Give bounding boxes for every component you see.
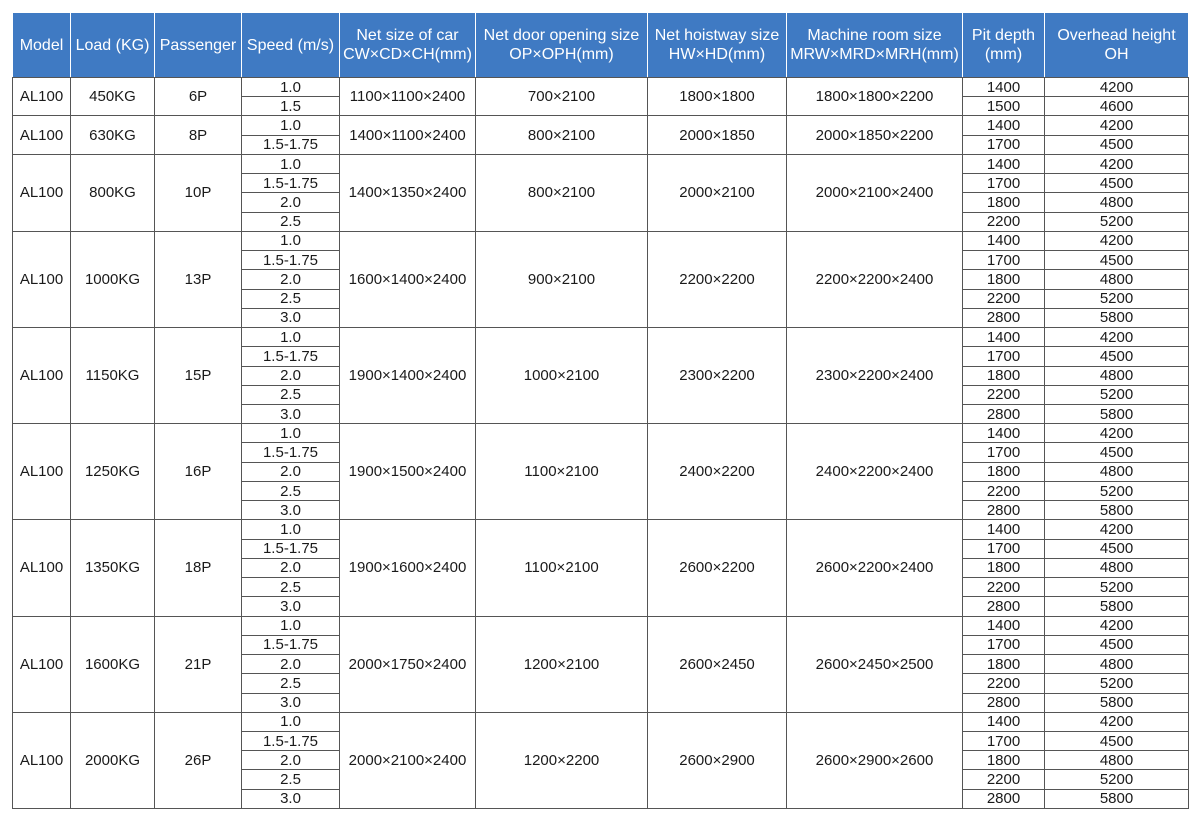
pit-depth-cell: 1800 — [963, 751, 1045, 770]
speed-cell: 1.5-1.75 — [242, 539, 340, 558]
overhead-height-cell: 4500 — [1045, 174, 1189, 193]
overhead-height-cell: 4200 — [1045, 424, 1189, 443]
speed-cell: 1.5-1.75 — [242, 251, 340, 270]
model-cell: AL100 — [13, 154, 71, 231]
header-overhead-height: Overhead height OH — [1045, 13, 1189, 78]
speed-cell: 2.0 — [242, 655, 340, 674]
passenger-cell: 13P — [155, 231, 242, 327]
load-cell: 630KG — [71, 116, 155, 154]
speed-cell: 1.5-1.75 — [242, 135, 340, 154]
pit-depth-cell: 1700 — [963, 443, 1045, 462]
model-cell: AL100 — [13, 616, 71, 712]
pit-depth-cell: 1400 — [963, 154, 1045, 173]
pit-depth-cell: 1400 — [963, 328, 1045, 347]
header-model: Model — [13, 13, 71, 78]
overhead-height-cell: 4500 — [1045, 251, 1189, 270]
hoistway-size-cell: 2000×1850 — [648, 116, 787, 154]
speed-cell: 2.5 — [242, 481, 340, 500]
passenger-cell: 26P — [155, 712, 242, 808]
table-body — [13, 78, 1189, 809]
overhead-height-cell: 4500 — [1045, 347, 1189, 366]
table-row — [13, 424, 1189, 443]
car-size-cell: 1900×1600×2400 — [340, 520, 476, 616]
pit-depth-cell: 1700 — [963, 539, 1045, 558]
hoistway-size-cell: 2200×2200 — [648, 231, 787, 327]
hoistway-size-cell: 2400×2200 — [648, 424, 787, 520]
speed-cell: 1.0 — [242, 231, 340, 250]
overhead-height-cell: 5200 — [1045, 212, 1189, 231]
elevator-spec-table — [12, 12, 1189, 809]
hoistway-size-cell: 2600×2200 — [648, 520, 787, 616]
speed-cell: 2.0 — [242, 462, 340, 481]
header-car-size: Net size of car CW×CD×CH(mm) — [340, 13, 476, 78]
pit-depth-cell: 2200 — [963, 289, 1045, 308]
load-cell: 1600KG — [71, 616, 155, 712]
overhead-height-cell: 4800 — [1045, 751, 1189, 770]
overhead-height-cell: 4200 — [1045, 154, 1189, 173]
machine-room-size-cell: 2400×2200×2400 — [787, 424, 963, 520]
table-row — [13, 116, 1189, 135]
overhead-height-cell: 4800 — [1045, 655, 1189, 674]
speed-cell: 1.0 — [242, 116, 340, 135]
speed-cell: 3.0 — [242, 404, 340, 423]
table-row — [13, 78, 1189, 97]
overhead-height-cell: 4200 — [1045, 78, 1189, 97]
table-row — [13, 154, 1189, 173]
model-cell: AL100 — [13, 424, 71, 520]
speed-cell: 1.5-1.75 — [242, 347, 340, 366]
overhead-height-cell: 4800 — [1045, 270, 1189, 289]
hoistway-size-cell: 2000×2100 — [648, 154, 787, 231]
pit-depth-cell: 1800 — [963, 462, 1045, 481]
model-cell: AL100 — [13, 520, 71, 616]
machine-room-size-cell: 2000×2100×2400 — [787, 154, 963, 231]
car-size-cell: 1400×1100×2400 — [340, 116, 476, 154]
overhead-height-cell: 4500 — [1045, 635, 1189, 654]
overhead-height-cell: 4200 — [1045, 231, 1189, 250]
speed-cell: 1.5-1.75 — [242, 174, 340, 193]
hoistway-size-cell: 1800×1800 — [648, 78, 787, 116]
passenger-cell: 8P — [155, 116, 242, 154]
machine-room-size-cell: 2600×2900×2600 — [787, 712, 963, 808]
overhead-height-cell: 4200 — [1045, 616, 1189, 635]
car-size-cell: 1600×1400×2400 — [340, 231, 476, 327]
door-size-cell: 1100×2100 — [476, 424, 648, 520]
speed-cell: 1.0 — [242, 712, 340, 731]
overhead-height-cell: 4800 — [1045, 193, 1189, 212]
load-cell: 1350KG — [71, 520, 155, 616]
pit-depth-cell: 2800 — [963, 789, 1045, 808]
speed-cell: 2.5 — [242, 289, 340, 308]
speed-cell: 3.0 — [242, 501, 340, 520]
speed-cell: 2.0 — [242, 270, 340, 289]
door-size-cell: 1100×2100 — [476, 520, 648, 616]
machine-room-size-cell: 2600×2200×2400 — [787, 520, 963, 616]
pit-depth-cell: 2800 — [963, 308, 1045, 327]
speed-cell: 3.0 — [242, 693, 340, 712]
door-size-cell: 1200×2100 — [476, 616, 648, 712]
speed-cell: 1.5 — [242, 97, 340, 116]
header-machine-room-size: Machine room size MRW×MRD×MRH(mm) — [787, 13, 963, 78]
overhead-height-cell: 5200 — [1045, 289, 1189, 308]
load-cell: 1150KG — [71, 328, 155, 424]
load-cell: 800KG — [71, 154, 155, 231]
pit-depth-cell: 1400 — [963, 616, 1045, 635]
pit-depth-cell: 1700 — [963, 731, 1045, 750]
pit-depth-cell: 1400 — [963, 712, 1045, 731]
door-size-cell: 700×2100 — [476, 78, 648, 116]
table-row — [13, 712, 1189, 731]
overhead-height-cell: 5800 — [1045, 404, 1189, 423]
machine-room-size-cell: 1800×1800×2200 — [787, 78, 963, 116]
car-size-cell: 2000×1750×2400 — [340, 616, 476, 712]
pit-depth-cell: 2200 — [963, 481, 1045, 500]
pit-depth-cell: 1700 — [963, 135, 1045, 154]
overhead-height-cell: 4500 — [1045, 731, 1189, 750]
table-row — [13, 328, 1189, 347]
speed-cell: 2.5 — [242, 212, 340, 231]
header-hoistway-size: Net hoistway size HW×HD(mm) — [648, 13, 787, 78]
door-size-cell: 800×2100 — [476, 116, 648, 154]
passenger-cell: 16P — [155, 424, 242, 520]
machine-room-size-cell: 2200×2200×2400 — [787, 231, 963, 327]
passenger-cell: 21P — [155, 616, 242, 712]
speed-cell: 1.0 — [242, 78, 340, 97]
overhead-height-cell: 5800 — [1045, 308, 1189, 327]
speed-cell: 1.5-1.75 — [242, 443, 340, 462]
overhead-height-cell: 5800 — [1045, 789, 1189, 808]
model-cell: AL100 — [13, 712, 71, 808]
speed-cell: 3.0 — [242, 789, 340, 808]
pit-depth-cell: 1400 — [963, 424, 1045, 443]
pit-depth-cell: 1400 — [963, 520, 1045, 539]
speed-cell: 2.5 — [242, 674, 340, 693]
header-door-size: Net door opening size OP×OPH(mm) — [476, 13, 648, 78]
passenger-cell: 18P — [155, 520, 242, 616]
overhead-height-cell: 4600 — [1045, 97, 1189, 116]
pit-depth-cell: 1400 — [963, 78, 1045, 97]
overhead-height-cell: 5200 — [1045, 770, 1189, 789]
machine-room-size-cell: 2600×2450×2500 — [787, 616, 963, 712]
pit-depth-cell: 1800 — [963, 655, 1045, 674]
passenger-cell: 10P — [155, 154, 242, 231]
car-size-cell: 1100×1100×2400 — [340, 78, 476, 116]
pit-depth-cell: 1700 — [963, 251, 1045, 270]
door-size-cell: 1200×2200 — [476, 712, 648, 808]
overhead-height-cell: 4800 — [1045, 558, 1189, 577]
load-cell: 450KG — [71, 78, 155, 116]
overhead-height-cell: 4200 — [1045, 116, 1189, 135]
door-size-cell: 800×2100 — [476, 154, 648, 231]
overhead-height-cell: 5200 — [1045, 385, 1189, 404]
pit-depth-cell: 1800 — [963, 270, 1045, 289]
overhead-height-cell: 5800 — [1045, 597, 1189, 616]
model-cell: AL100 — [13, 116, 71, 154]
pit-depth-cell: 2200 — [963, 212, 1045, 231]
speed-cell: 2.5 — [242, 770, 340, 789]
speed-cell: 2.5 — [242, 578, 340, 597]
hoistway-size-cell: 2600×2450 — [648, 616, 787, 712]
speed-cell: 2.0 — [242, 366, 340, 385]
speed-cell: 2.0 — [242, 193, 340, 212]
pit-depth-cell: 1700 — [963, 347, 1045, 366]
load-cell: 1250KG — [71, 424, 155, 520]
machine-room-size-cell: 2000×1850×2200 — [787, 116, 963, 154]
speed-cell: 1.0 — [242, 328, 340, 347]
overhead-height-cell: 4200 — [1045, 328, 1189, 347]
speed-cell: 1.0 — [242, 616, 340, 635]
speed-cell: 1.0 — [242, 154, 340, 173]
header-passenger: Passenger — [155, 13, 242, 78]
overhead-height-cell: 5200 — [1045, 674, 1189, 693]
pit-depth-cell: 2800 — [963, 693, 1045, 712]
door-size-cell: 1000×2100 — [476, 328, 648, 424]
load-cell: 2000KG — [71, 712, 155, 808]
speed-cell: 2.0 — [242, 751, 340, 770]
pit-depth-cell: 2200 — [963, 770, 1045, 789]
overhead-height-cell: 4500 — [1045, 135, 1189, 154]
overhead-height-cell: 4500 — [1045, 539, 1189, 558]
car-size-cell: 2000×2100×2400 — [340, 712, 476, 808]
table-row — [13, 520, 1189, 539]
pit-depth-cell: 1500 — [963, 97, 1045, 116]
pit-depth-cell: 1800 — [963, 193, 1045, 212]
header-pit-depth: Pit depth (mm) — [963, 13, 1045, 78]
hoistway-size-cell: 2300×2200 — [648, 328, 787, 424]
speed-cell: 3.0 — [242, 308, 340, 327]
model-cell: AL100 — [13, 328, 71, 424]
speed-cell: 1.5-1.75 — [242, 635, 340, 654]
overhead-height-cell: 4200 — [1045, 712, 1189, 731]
speed-cell: 3.0 — [242, 597, 340, 616]
overhead-height-cell: 5800 — [1045, 693, 1189, 712]
speed-cell: 2.5 — [242, 385, 340, 404]
model-cell: AL100 — [13, 231, 71, 327]
overhead-height-cell: 4200 — [1045, 520, 1189, 539]
pit-depth-cell: 2200 — [963, 674, 1045, 693]
load-cell: 1000KG — [71, 231, 155, 327]
overhead-height-cell: 5800 — [1045, 501, 1189, 520]
car-size-cell: 1900×1500×2400 — [340, 424, 476, 520]
table-row — [13, 231, 1189, 250]
overhead-height-cell: 5200 — [1045, 481, 1189, 500]
machine-room-size-cell: 2300×2200×2400 — [787, 328, 963, 424]
pit-depth-cell: 1400 — [963, 116, 1045, 135]
pit-depth-cell: 2800 — [963, 597, 1045, 616]
door-size-cell: 900×2100 — [476, 231, 648, 327]
speed-cell: 1.0 — [242, 424, 340, 443]
pit-depth-cell: 2200 — [963, 385, 1045, 404]
pit-depth-cell: 2200 — [963, 578, 1045, 597]
car-size-cell: 1900×1400×2400 — [340, 328, 476, 424]
overhead-height-cell: 4800 — [1045, 462, 1189, 481]
pit-depth-cell: 1400 — [963, 231, 1045, 250]
model-cell: AL100 — [13, 78, 71, 116]
passenger-cell: 6P — [155, 78, 242, 116]
overhead-height-cell: 4800 — [1045, 366, 1189, 385]
pit-depth-cell: 2800 — [963, 501, 1045, 520]
passenger-cell: 15P — [155, 328, 242, 424]
hoistway-size-cell: 2600×2900 — [648, 712, 787, 808]
speed-cell: 2.0 — [242, 558, 340, 577]
overhead-height-cell: 4500 — [1045, 443, 1189, 462]
header-load: Load (KG) — [71, 13, 155, 78]
speed-cell: 1.0 — [242, 520, 340, 539]
table-row — [13, 616, 1189, 635]
speed-cell: 1.5-1.75 — [242, 731, 340, 750]
pit-depth-cell: 1800 — [963, 366, 1045, 385]
pit-depth-cell: 2800 — [963, 404, 1045, 423]
pit-depth-cell: 1700 — [963, 635, 1045, 654]
overhead-height-cell: 5200 — [1045, 578, 1189, 597]
header-row — [13, 13, 1189, 78]
header-speed: Speed (m/s) — [242, 13, 340, 78]
pit-depth-cell: 1700 — [963, 174, 1045, 193]
car-size-cell: 1400×1350×2400 — [340, 154, 476, 231]
pit-depth-cell: 1800 — [963, 558, 1045, 577]
